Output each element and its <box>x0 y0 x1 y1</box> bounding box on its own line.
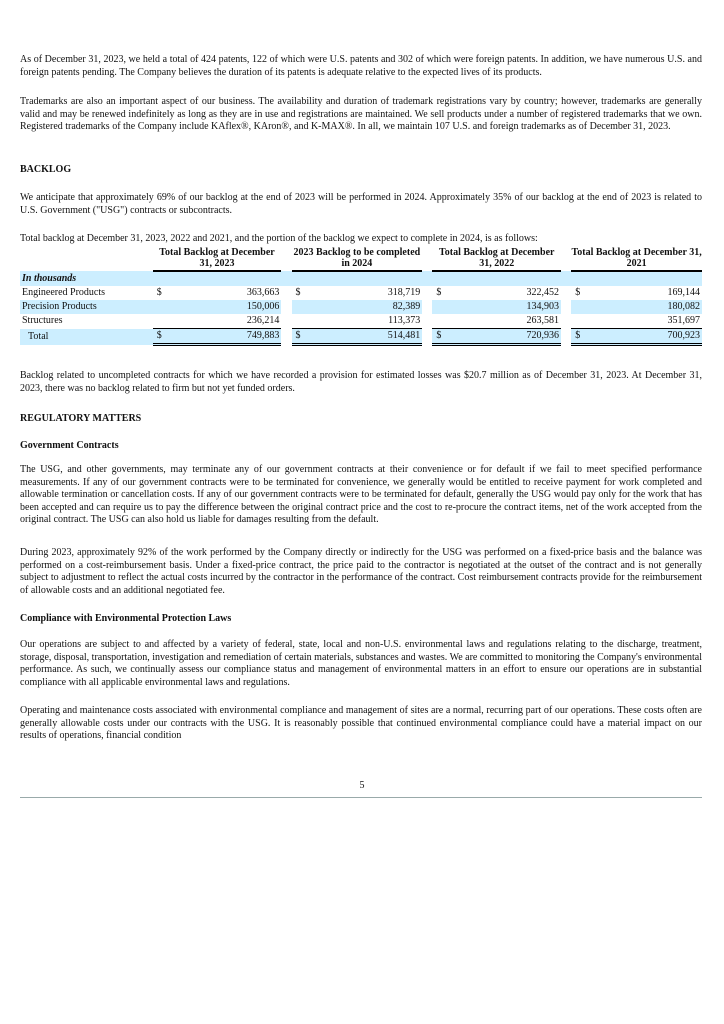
backlog-value: 318,719 <box>387 287 421 298</box>
environmental-paragraph-1: Our operations are subject to and affected by a variety of federal, state, local and non-U.S. environmental laws and regulations relating to the discharge, treatment, storage, disposal, transportation, investigation and remediation of certain materials, substances and wastes. We are committed to monitoring the Company's environmental performance. As such, we continually assess our compliance status and management of environmental matters in an effort to ensure our operations are in substantial compliance with all applicable environmental laws and regulations. <box>20 639 702 688</box>
dollar-sign: $ <box>156 287 162 298</box>
backlog-heading: BACKLOG <box>20 164 72 175</box>
header-2022: Total Backlog at December 31, 2022 <box>432 248 561 271</box>
backlog-value: 169,144 <box>667 287 700 298</box>
table-row <box>20 329 702 345</box>
table-row <box>20 286 702 300</box>
dollar-sign: $ <box>153 329 169 345</box>
row-label: Structures <box>22 315 63 327</box>
row-label: Total <box>20 329 153 345</box>
table-row <box>20 300 702 314</box>
backlog-table <box>20 248 702 346</box>
dollar-sign <box>571 300 587 314</box>
backlog-value: 514,481 <box>308 329 422 345</box>
backlog-value: 113,373 <box>388 315 421 326</box>
header-2024: 2023 Backlog to be completed in 2024 <box>292 248 423 271</box>
environmental-heading: Compliance with Environmental Protection Laws <box>20 613 232 624</box>
header-2023: Total Backlog at December 31, 2023 <box>153 248 282 271</box>
header-2021: Total Backlog at December 31, 2021 <box>571 248 702 271</box>
dollar-sign <box>432 314 448 329</box>
dollar-sign: $ <box>575 287 581 298</box>
dollar-sign: $ <box>571 329 587 345</box>
backlog-value: 700,923 <box>588 329 702 345</box>
backlog-value: 351,697 <box>667 315 700 326</box>
dollar-sign <box>571 314 587 329</box>
dollar-sign <box>153 314 169 329</box>
table-row <box>20 314 702 329</box>
backlog-value: 322,452 <box>526 287 560 298</box>
page-divider <box>20 797 702 798</box>
unit-label: In thousands <box>20 271 702 286</box>
page-number: 5 <box>359 780 365 791</box>
government-paragraph-2: During 2023, approximately 92% of the work performed by the Company directly or indirectly for the USG was performed on a fixed-price basis and the balance was performed on a cost-reimbursement basis. Under a fixed-price contract, the price paid to the contractor is negotiated at the outset of the contract and is not generally subject to adjustment to reflect the actual costs incurred by the contractor in the performance of the contract. Cost reimbursement contracts provide for the reimbursement of allowable costs and an additional negotiated fee. <box>20 547 702 596</box>
backlog-value: 236,214 <box>246 315 280 326</box>
environmental-paragraph-2: Operating and maintenance costs associated with environmental compliance and management of sites are a normal, recurring part of our operations. These costs often are generally allowable costs under our contracts with the USG. It is reasonably possible that continued environmental compliance could have a material impact on our results of operations, financial condition <box>20 705 702 742</box>
government-paragraph-1: The USG, and other governments, may terminate any of our government contracts at their convenience or for default if we fail to meet specified performance measurements. If any of our government contracts were to be terminated for convenience, we generally would be entitled to receive payment for work completed and allowable termination or cancellation costs. If any of our government contracts were to be terminated for default, generally the USG would pay only for the work that has been accepted and can require us to pay the difference between the original contract price and the cost to re-procure the contract items, net of the work accepted from the original contract. The USG can also hold us liable for damages resulting from the default. <box>20 464 702 526</box>
backlog-value: 720,936 <box>449 329 561 345</box>
dollar-sign <box>153 300 169 314</box>
dollar-sign <box>292 314 308 329</box>
backlog-value: 749,883 <box>169 329 281 345</box>
trademarks-paragraph: Trademarks are also an important aspect of our business. The availability and duration of trademark registrations vary by country; however, trademarks are generally valid and may be renewed indefinitely as long as they are in use and registrations are maintained. We sell products under a number of registered trademarks that we own. Registered trademarks of the Company include KAflex®, KAron®, and K-MAX®. In all, we maintain 107 U.S. and foreign trademarks as of December 31, 2023. <box>20 96 702 133</box>
dollar-sign: $ <box>292 329 308 345</box>
dollar-sign <box>292 300 308 314</box>
backlog-value: 263,581 <box>526 315 560 326</box>
government-contracts-heading: Government Contracts <box>20 440 119 451</box>
dollar-sign: $ <box>436 287 442 298</box>
dollar-sign: $ <box>432 329 448 345</box>
backlog-paragraph: We anticipate that approximately 69% of our backlog at the end of 2023 will be performed in 2024. Approximately 35% of our backlog at the end of 2023 is related to U.S. Government ("USG") contracts or subcontracts. <box>20 192 702 216</box>
table-intro: Total backlog at December 31, 2023, 2022 and 2021, and the portion of the backlog we expect to complete in 2024, is as follows: <box>20 233 538 244</box>
backlog-losses-paragraph: Backlog related to uncompleted contracts for which we have recorded a provision for estimated losses was $20.7 million as of December 31, 2023. At December 31, 2023, there was no backlog related to firm but not yet funded orders. <box>20 370 702 394</box>
backlog-value: 134,903 <box>449 300 561 314</box>
backlog-value: 363,663 <box>246 287 280 298</box>
backlog-value: 150,006 <box>169 300 281 314</box>
row-label: Engineered Products <box>22 287 106 298</box>
patents-paragraph: As of December 31, 2023, we held a total of 424 patents, 122 of which were U.S. patents and 302 of which were foreign patents. In addition, we have numerous U.S. and foreign patents pending. The Company believes the duration of its patents is adequate relative to the expected lives of its products. <box>20 54 702 78</box>
backlog-value: 82,389 <box>308 300 422 314</box>
dollar-sign <box>432 300 448 314</box>
dollar-sign: $ <box>295 287 301 298</box>
backlog-value: 180,082 <box>588 300 702 314</box>
row-label: Precision Products <box>20 300 153 314</box>
regulatory-heading: REGULATORY MATTERS <box>20 413 142 424</box>
